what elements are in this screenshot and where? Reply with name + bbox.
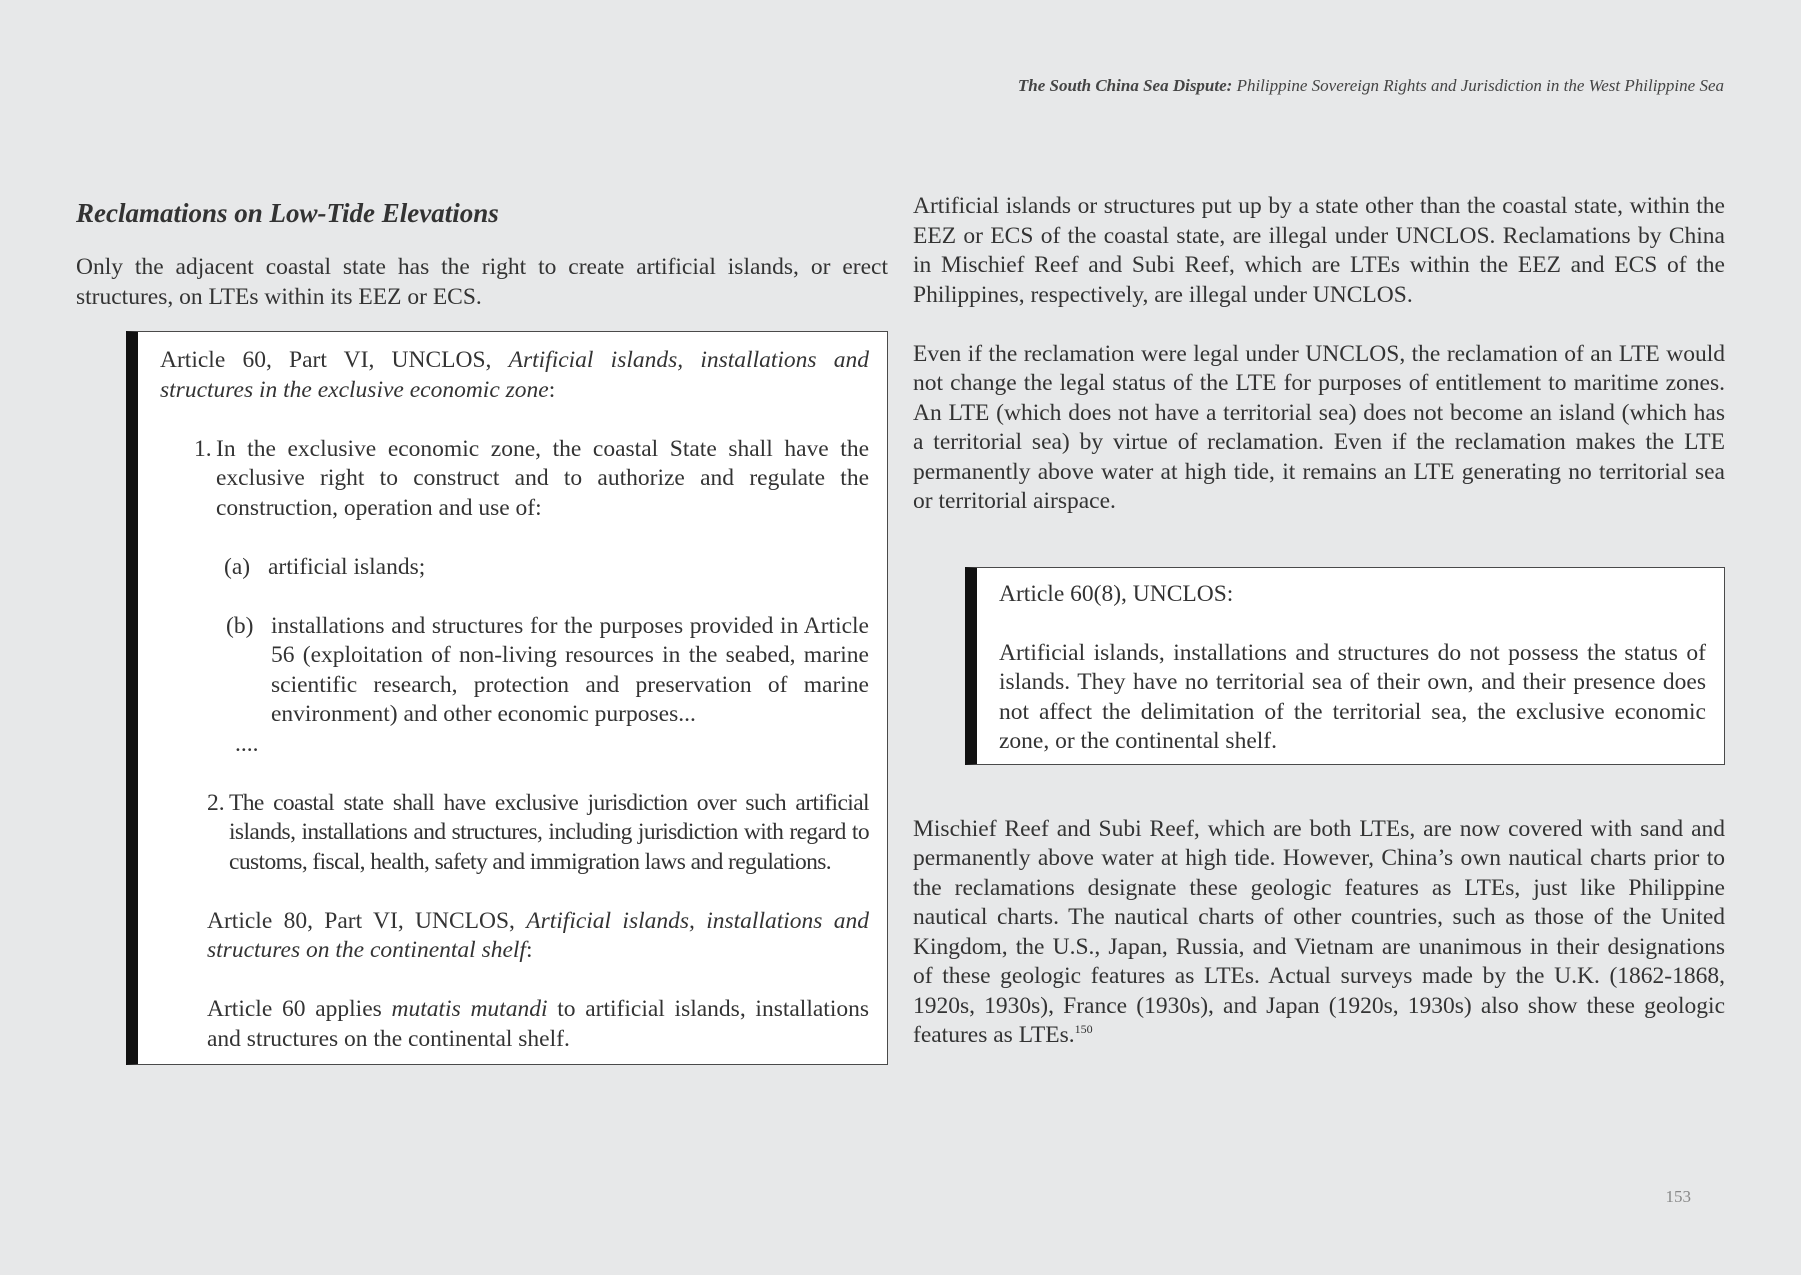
item-b-text: installations and structures for the purposes provided in Article 56 (exploitation of non-living resources in the seabed, marine scientific research, protection and preservation of marine environment) and other economic purposes... [271,612,869,727]
section-heading: Reclamations on Low-Tide Elevations [76,198,499,228]
item-1-number: 1. [194,435,212,462]
header-title-bold: The South China Sea Dispute: [1017,76,1233,95]
footnote-reference: 150 [1074,1022,1093,1037]
paragraph-illegal-reclamation: Artificial islands or structures put up by a state other than the coastal state, within the EEZ or ECS of the coastal state, are illegal under UNCLOS. Reclamations by China in Mischief Reef and Subi Reef, which are LTEs within the EEZ and ECS of the Philippines, respectively, are illegal under UNCLOS. [913,193,1725,308]
article-80-text [160,995,869,1054]
paragraph-nautical-charts [913,815,1725,1051]
article-80-ref: Article 80, Part VI, UNCLOS, [207,907,527,934]
article-60-colon: : [548,376,556,403]
item-1-text: In the exclusive economic zone, the coastal State shall have the exclusive right to construct and to authorize and regulate the construction, operation and use of: [216,435,869,521]
page-number: 153 [1665,1187,1691,1206]
article-60-8-quote-box [965,567,1725,765]
article-60-item-1 [160,435,869,524]
mutatis-mutandi: mutatis mutandi [391,996,548,1022]
item-a-text: artificial islands; [268,553,426,580]
article-60-item-a [160,553,869,583]
article-80-title: Artificial islands, installations and structures on the continental shelf [207,907,870,963]
article-80-colon: : [525,937,533,963]
article-80-heading [160,907,869,966]
article-80-text-post: to artificial islands, installations and structures on the continental shelf. [207,996,870,1052]
paragraph-legal-status: Even if the reclamation were legal under UNCLOS, the reclamation of an LTE would not change the legal status of the LTE for purposes of entitlement to maritime zones. An LTE (which does not have a territorial sea) does not become an island (which has a territorial sea) by virtue of reclamation. Even if the reclamation makes the LTE permanently above water at high tide, it remains an LTE generating no territorial sea or territorial airspace. [913,340,1725,514]
nautical-charts-text: Mischief Reef and Subi Reef, which are both LTEs, are now covered with sand and permanently above water at high tide. However, China’s own nautical charts prior to the reclamations designate these geologic features as LTEs, just like Philippine nautical charts. The nautical charts of other countries, such as those of the United Kingdom, the U.S., Japan, Russia, and Vietnam are unanimous in their designations of these geologic features as LTEs. Actual surveys made by the U.K. (1862-1868, 1920s, 1930s), France (1930s), and Japan (1920s, 1930s) also show these geologic features as LTEs. [913,815,1725,1048]
item-b-label: (b) [226,612,254,639]
article-60-heading [160,346,869,405]
article-60-8-ref: Article 60(8), UNCLOS: [999,580,1234,607]
ellipsis: .... [235,730,259,757]
item-2-text: The coastal state shall have exclusive jurisdiction over such artificial islands, installations and structures, including jurisdiction with regard to customs, fiscal, health, safety and immigration laws and regulations. [229,789,869,875]
article-60-item-2 [160,789,869,878]
article-60-80-quote-box [126,331,888,1065]
intro-paragraph: Only the adjacent coastal state has the right to create artificial islands, or erect structures, on LTEs within its EEZ or ECS. [76,254,888,310]
article-60-8-text: Artificial islands, installations and structures do not possess the status of islands. They have no territorial sea of their own, and their presence does not affect the delimitation of the territorial sea, the exclusive economic zone, or the continental shelf. [999,639,1706,754]
article-60-item-b [160,612,869,730]
left-column [76,192,888,1065]
running-header [1018,76,1724,96]
item-a-label: (a) [224,553,251,580]
header-title-rest: Philippine Sovereign Rights and Jurisdiction in the West Philippine Sea [1232,76,1724,95]
article-80-text-pre: Article 60 applies [207,996,392,1022]
right-column [913,192,1725,1051]
article-60-title: Artificial islands, installations and structures in the exclusive economic zone [160,347,870,403]
item-2-number: 2. [207,789,225,816]
article-60-ref: Article 60, Part VI, UNCLOS, [160,347,509,373]
